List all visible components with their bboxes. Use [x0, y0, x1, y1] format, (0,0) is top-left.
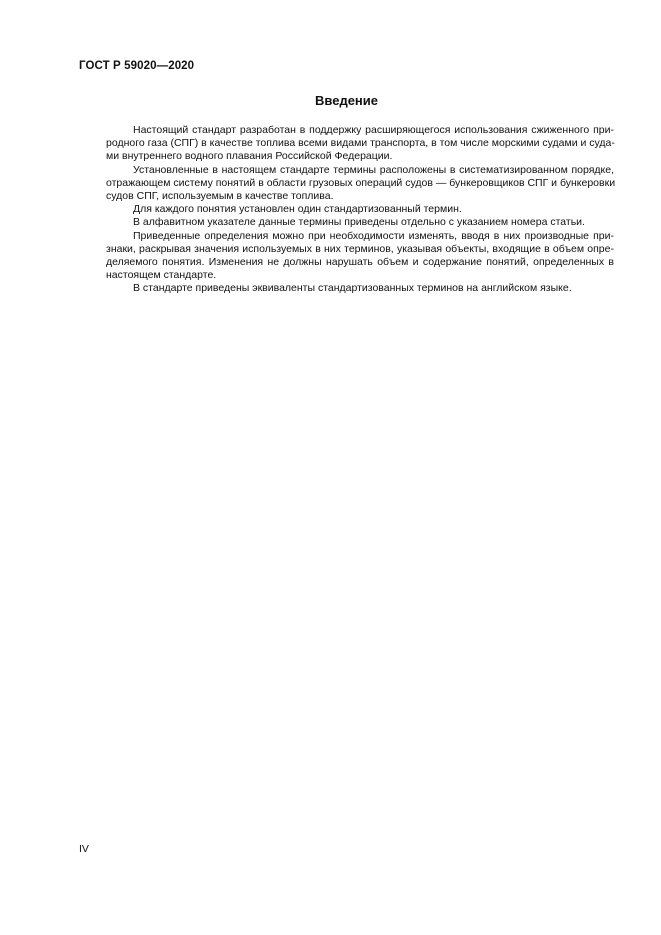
introduction-body [79, 124, 614, 296]
text-line: Приведенные определения можно при необходимости изменять, вводя в них производные при- [133, 229, 614, 242]
text-line: Установленные в настоящем стандарте термины расположены в систематизированном порядке, [133, 163, 614, 176]
document-code: ГОСТ Р 59020—2020 [79, 60, 195, 72]
paragraph [79, 203, 614, 216]
paragraph [79, 124, 614, 164]
paragraph [79, 230, 614, 283]
paragraph [79, 282, 614, 295]
text-line: отражающем систему понятий в области грузовых операций судов — бункеровщиков СПГ и бункеровки [106, 176, 616, 189]
text-line: судов СПГ, используемым в качестве топлива. [106, 190, 334, 203]
text-line: настоящем стандарте. [106, 269, 217, 282]
paragraph [79, 164, 614, 204]
text-line: знаки, раскрывая значения используемых в них терминов, указывая объекты, входящие в объем опре- [106, 242, 614, 255]
text-line: В алфавитном указателе данные термины приведены отдельно с указанием номера статьи. [133, 216, 585, 229]
text-line: ми внутреннего водного плавания Российской Федерации. [106, 150, 393, 163]
text-line: Настоящий стандарт разработан в поддержку расширяющегося использования сжиженного при- [133, 124, 614, 136]
paragraph [79, 216, 614, 229]
text-line: Для каждого понятия установлен один стандартизованный термин. [133, 203, 462, 216]
text-line: В стандарте приведены эквиваленты стандартизованных терминов на английском языке. [133, 282, 572, 295]
section-title: Введение [315, 93, 378, 108]
page-number: IV [79, 843, 89, 855]
text-line: деляемого понятия. Изменения не должны нарушать объем и содержание понятий, определенных в [106, 256, 614, 269]
text-line: родного газа (СПГ) в качестве топлива всеми видами транспорта, в том числе морскими судами и суда- [106, 137, 615, 150]
